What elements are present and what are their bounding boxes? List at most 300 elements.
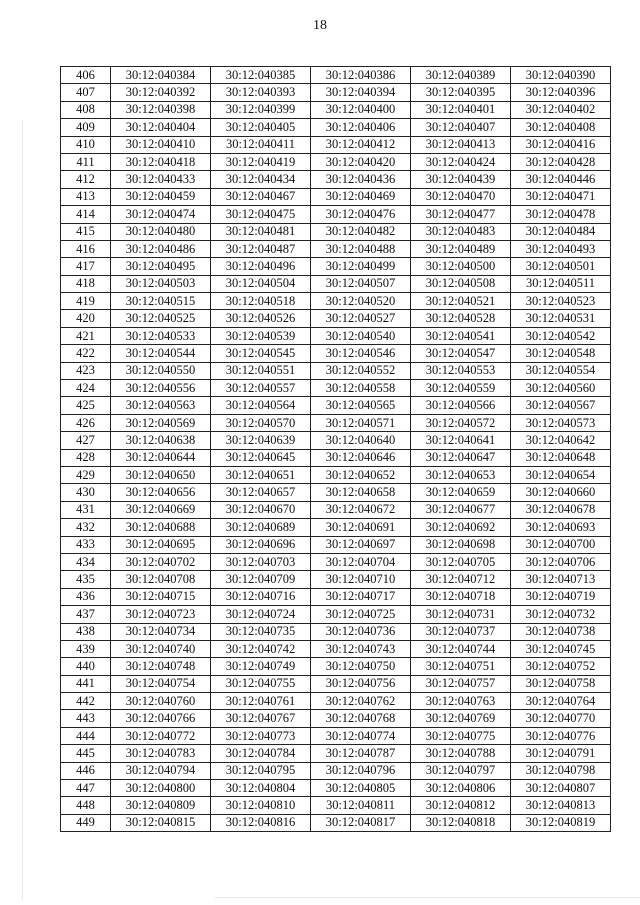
cadastral-number-cell: 30:12:040788 [411, 745, 511, 762]
cadastral-number-cell: 30:12:040547 [411, 345, 511, 362]
table-row [61, 397, 611, 414]
cadastral-number-cell: 30:12:040678 [511, 501, 611, 518]
cadastral-number-cell: 30:12:040744 [411, 640, 511, 657]
cadastral-number-cell: 30:12:040565 [311, 397, 411, 414]
cadastral-number-cell: 30:12:040810 [211, 797, 311, 814]
table-row [61, 466, 611, 483]
cadastral-number-cell: 30:12:040734 [111, 623, 211, 640]
row-number-cell: 441 [61, 675, 111, 692]
cadastral-number-cell: 30:12:040520 [311, 293, 411, 310]
cadastral-number-cell: 30:12:040751 [411, 658, 511, 675]
table-row [61, 84, 611, 101]
cadastral-number-cell: 30:12:040709 [211, 571, 311, 588]
cadastral-number-cell: 30:12:040488 [311, 240, 411, 257]
row-number-cell: 448 [61, 797, 111, 814]
table-row [61, 797, 611, 814]
cadastral-number-cell: 30:12:040748 [111, 658, 211, 675]
cadastral-number-cell: 30:12:040813 [511, 797, 611, 814]
row-number-cell: 437 [61, 606, 111, 623]
cadastral-number-cell: 30:12:040398 [111, 101, 211, 118]
table-row [61, 119, 611, 136]
cadastral-number-cell: 30:12:040809 [111, 797, 211, 814]
cadastral-number-cell: 30:12:040731 [411, 606, 511, 623]
cadastral-number-cell: 30:12:040724 [211, 606, 311, 623]
row-number-cell: 430 [61, 484, 111, 501]
cadastral-number-cell: 30:12:040559 [411, 380, 511, 397]
cadastral-number-cell: 30:12:040563 [111, 397, 211, 414]
row-number-cell: 416 [61, 240, 111, 257]
cadastral-number-cell: 30:12:040389 [411, 67, 511, 84]
cadastral-number-cell: 30:12:040652 [311, 466, 411, 483]
cadastral-number-table [60, 66, 611, 832]
cadastral-number-cell: 30:12:040669 [111, 501, 211, 518]
cadastral-number-cell: 30:12:040752 [511, 658, 611, 675]
row-number-cell: 434 [61, 553, 111, 570]
cadastral-number-cell: 30:12:040688 [111, 519, 211, 536]
cadastral-number-cell: 30:12:040428 [511, 153, 611, 170]
cadastral-number-cell: 30:12:040774 [311, 727, 411, 744]
table-row [61, 380, 611, 397]
cadastral-number-cell: 30:12:040470 [411, 188, 511, 205]
cadastral-number-cell: 30:12:040439 [411, 171, 511, 188]
table-row [61, 745, 611, 762]
cadastral-number-cell: 30:12:040476 [311, 206, 411, 223]
cadastral-number-cell: 30:12:040764 [511, 693, 611, 710]
cadastral-number-cell: 30:12:040384 [111, 67, 211, 84]
cadastral-number-cell: 30:12:040812 [411, 797, 511, 814]
cadastral-number-cell: 30:12:040818 [411, 814, 511, 831]
cadastral-number-cell: 30:12:040641 [411, 432, 511, 449]
table-row [61, 588, 611, 605]
cadastral-number-cell: 30:12:040658 [311, 484, 411, 501]
cadastral-number-cell: 30:12:040573 [511, 414, 611, 431]
cadastral-number-cell: 30:12:040392 [111, 84, 211, 101]
cadastral-number-cell: 30:12:040564 [211, 397, 311, 414]
cadastral-number-cell: 30:12:040770 [511, 710, 611, 727]
cadastral-number-cell: 30:12:040763 [411, 693, 511, 710]
cadastral-number-cell: 30:12:040659 [411, 484, 511, 501]
cadastral-number-cell: 30:12:040745 [511, 640, 611, 657]
cadastral-number-cell: 30:12:040545 [211, 345, 311, 362]
cadastral-number-cell: 30:12:040791 [511, 745, 611, 762]
cadastral-number-cell: 30:12:040638 [111, 432, 211, 449]
row-number-cell: 417 [61, 258, 111, 275]
cadastral-number-cell: 30:12:040570 [211, 414, 311, 431]
cadastral-number-cell: 30:12:040433 [111, 171, 211, 188]
cadastral-number-cell: 30:12:040775 [411, 727, 511, 744]
row-number-cell: 445 [61, 745, 111, 762]
cadastral-number-cell: 30:12:040769 [411, 710, 511, 727]
row-number-cell: 413 [61, 188, 111, 205]
cadastral-number-cell: 30:12:040787 [311, 745, 411, 762]
table-row [61, 762, 611, 779]
cadastral-number-cell: 30:12:040816 [211, 814, 311, 831]
cadastral-number-cell: 30:12:040518 [211, 293, 311, 310]
table-row [61, 67, 611, 84]
table-row [61, 362, 611, 379]
cadastral-number-cell: 30:12:040704 [311, 553, 411, 570]
cadastral-number-cell: 30:12:040807 [511, 780, 611, 797]
cadastral-number-cell: 30:12:040640 [311, 432, 411, 449]
cadastral-number-cell: 30:12:040459 [111, 188, 211, 205]
cadastral-number-cell: 30:12:040553 [411, 362, 511, 379]
cadastral-number-cell: 30:12:040806 [411, 780, 511, 797]
cadastral-number-cell: 30:12:040419 [211, 153, 311, 170]
cadastral-number-cell: 30:12:040393 [211, 84, 311, 101]
cadastral-number-cell: 30:12:040784 [211, 745, 311, 762]
row-number-cell: 439 [61, 640, 111, 657]
cadastral-number-cell: 30:12:040654 [511, 466, 611, 483]
cadastral-number-cell: 30:12:040700 [511, 536, 611, 553]
cadastral-number-cell: 30:12:040805 [311, 780, 411, 797]
cadastral-number-cell: 30:12:040525 [111, 310, 211, 327]
cadastral-number-cell: 30:12:040521 [411, 293, 511, 310]
table-row [61, 101, 611, 118]
cadastral-number-cell: 30:12:040758 [511, 675, 611, 692]
cadastral-number-cell: 30:12:040735 [211, 623, 311, 640]
table-row [61, 293, 611, 310]
row-number-cell: 436 [61, 588, 111, 605]
cadastral-number-cell: 30:12:040695 [111, 536, 211, 553]
table-row [61, 519, 611, 536]
cadastral-number-cell: 30:12:040697 [311, 536, 411, 553]
cadastral-number-cell: 30:12:040515 [111, 293, 211, 310]
row-number-cell: 427 [61, 432, 111, 449]
cadastral-number-cell: 30:12:040725 [311, 606, 411, 623]
cadastral-number-cell: 30:12:040672 [311, 501, 411, 518]
table-row [61, 223, 611, 240]
row-number-cell: 424 [61, 380, 111, 397]
table-body [61, 67, 611, 832]
row-number-cell: 412 [61, 171, 111, 188]
cadastral-number-cell: 30:12:040511 [511, 275, 611, 292]
table-row [61, 484, 611, 501]
cadastral-number-cell: 30:12:040749 [211, 658, 311, 675]
cadastral-number-cell: 30:12:040394 [311, 84, 411, 101]
cadastral-number-cell: 30:12:040544 [111, 345, 211, 362]
table-row [61, 206, 611, 223]
cadastral-number-cell: 30:12:040406 [311, 119, 411, 136]
table-row [61, 727, 611, 744]
cadastral-number-cell: 30:12:040702 [111, 553, 211, 570]
cadastral-number-cell: 30:12:040705 [411, 553, 511, 570]
cadastral-number-cell: 30:12:040487 [211, 240, 311, 257]
cadastral-number-cell: 30:12:040539 [211, 327, 311, 344]
cadastral-number-cell: 30:12:040651 [211, 466, 311, 483]
cadastral-number-cell: 30:12:040390 [511, 67, 611, 84]
cadastral-number-cell: 30:12:040401 [411, 101, 511, 118]
cadastral-number-cell: 30:12:040650 [111, 466, 211, 483]
cadastral-number-cell: 30:12:040718 [411, 588, 511, 605]
table-row [61, 275, 611, 292]
cadastral-number-cell: 30:12:040689 [211, 519, 311, 536]
table-row [61, 258, 611, 275]
cadastral-number-cell: 30:12:040508 [411, 275, 511, 292]
cadastral-number-cell: 30:12:040696 [211, 536, 311, 553]
cadastral-number-cell: 30:12:040469 [311, 188, 411, 205]
cadastral-number-cell: 30:12:040434 [211, 171, 311, 188]
cadastral-number-cell: 30:12:040766 [111, 710, 211, 727]
cadastral-number-cell: 30:12:040797 [411, 762, 511, 779]
cadastral-number-cell: 30:12:040499 [311, 258, 411, 275]
cadastral-number-cell: 30:12:040531 [511, 310, 611, 327]
table-row [61, 623, 611, 640]
cadastral-number-cell: 30:12:040550 [111, 362, 211, 379]
row-number-cell: 432 [61, 519, 111, 536]
cadastral-number-cell: 30:12:040566 [411, 397, 511, 414]
cadastral-number-cell: 30:12:040474 [111, 206, 211, 223]
cadastral-number-cell: 30:12:040653 [411, 466, 511, 483]
row-number-cell: 421 [61, 327, 111, 344]
cadastral-number-cell: 30:12:040496 [211, 258, 311, 275]
cadastral-number-cell: 30:12:040776 [511, 727, 611, 744]
cadastral-number-cell: 30:12:040713 [511, 571, 611, 588]
cadastral-number-cell: 30:12:040656 [111, 484, 211, 501]
cadastral-number-cell: 30:12:040413 [411, 136, 511, 153]
cadastral-number-cell: 30:12:040698 [411, 536, 511, 553]
cadastral-number-cell: 30:12:040507 [311, 275, 411, 292]
cadastral-number-cell: 30:12:040475 [211, 206, 311, 223]
cadastral-number-cell: 30:12:040710 [311, 571, 411, 588]
cadastral-number-cell: 30:12:040692 [411, 519, 511, 536]
cadastral-number-cell: 30:12:040757 [411, 675, 511, 692]
row-number-cell: 419 [61, 293, 111, 310]
row-number-cell: 435 [61, 571, 111, 588]
cadastral-number-cell: 30:12:040732 [511, 606, 611, 623]
cadastral-number-cell: 30:12:040399 [211, 101, 311, 118]
row-number-cell: 406 [61, 67, 111, 84]
cadastral-number-cell: 30:12:040477 [411, 206, 511, 223]
cadastral-number-cell: 30:12:040795 [211, 762, 311, 779]
cadastral-number-cell: 30:12:040767 [211, 710, 311, 727]
cadastral-number-cell: 30:12:040554 [511, 362, 611, 379]
cadastral-number-cell: 30:12:040761 [211, 693, 311, 710]
cadastral-number-cell: 30:12:040670 [211, 501, 311, 518]
row-number-cell: 408 [61, 101, 111, 118]
row-number-cell: 433 [61, 536, 111, 553]
row-number-cell: 438 [61, 623, 111, 640]
cadastral-number-cell: 30:12:040416 [511, 136, 611, 153]
cadastral-number-cell: 30:12:040386 [311, 67, 411, 84]
cadastral-number-cell: 30:12:040738 [511, 623, 611, 640]
row-number-cell: 426 [61, 414, 111, 431]
row-number-cell: 429 [61, 466, 111, 483]
row-number-cell: 407 [61, 84, 111, 101]
cadastral-number-cell: 30:12:040660 [511, 484, 611, 501]
table-row [61, 188, 611, 205]
cadastral-number-cell: 30:12:040548 [511, 345, 611, 362]
cadastral-number-cell: 30:12:040501 [511, 258, 611, 275]
cadastral-number-cell: 30:12:040528 [411, 310, 511, 327]
cadastral-number-cell: 30:12:040471 [511, 188, 611, 205]
table-row [61, 780, 611, 797]
cadastral-number-cell: 30:12:040484 [511, 223, 611, 240]
cadastral-number-cell: 30:12:040495 [111, 258, 211, 275]
cadastral-number-cell: 30:12:040542 [511, 327, 611, 344]
cadastral-number-cell: 30:12:040572 [411, 414, 511, 431]
table-row [61, 553, 611, 570]
cadastral-number-cell: 30:12:040783 [111, 745, 211, 762]
cadastral-number-cell: 30:12:040412 [311, 136, 411, 153]
cadastral-number-cell: 30:12:040396 [511, 84, 611, 101]
table-row [61, 675, 611, 692]
cadastral-number-cell: 30:12:040526 [211, 310, 311, 327]
cadastral-number-cell: 30:12:040794 [111, 762, 211, 779]
page-number: 18 [313, 18, 327, 33]
cadastral-number-cell: 30:12:040768 [311, 710, 411, 727]
table-row [61, 153, 611, 170]
row-number-cell: 422 [61, 345, 111, 362]
cadastral-number-cell: 30:12:040408 [511, 119, 611, 136]
cadastral-number-cell: 30:12:040556 [111, 380, 211, 397]
cadastral-number-cell: 30:12:040486 [111, 240, 211, 257]
cadastral-number-cell: 30:12:040740 [111, 640, 211, 657]
cadastral-number-cell: 30:12:040483 [411, 223, 511, 240]
table-row [61, 814, 611, 831]
cadastral-number-cell: 30:12:040527 [311, 310, 411, 327]
table-row [61, 432, 611, 449]
cadastral-number-cell: 30:12:040754 [111, 675, 211, 692]
cadastral-number-cell: 30:12:040742 [211, 640, 311, 657]
cadastral-number-cell: 30:12:040772 [111, 727, 211, 744]
cadastral-number-cell: 30:12:040760 [111, 693, 211, 710]
table-row [61, 640, 611, 657]
cadastral-number-cell: 30:12:040540 [311, 327, 411, 344]
cadastral-number-cell: 30:12:040424 [411, 153, 511, 170]
cadastral-number-cell: 30:12:040557 [211, 380, 311, 397]
table-row [61, 693, 611, 710]
cadastral-number-cell: 30:12:040712 [411, 571, 511, 588]
cadastral-number-cell: 30:12:040762 [311, 693, 411, 710]
row-number-cell: 447 [61, 780, 111, 797]
table-row [61, 414, 611, 431]
cadastral-number-cell: 30:12:040719 [511, 588, 611, 605]
cadastral-number-cell: 30:12:040723 [111, 606, 211, 623]
cadastral-number-cell: 30:12:040815 [111, 814, 211, 831]
table-row [61, 658, 611, 675]
cadastral-number-cell: 30:12:040569 [111, 414, 211, 431]
cadastral-number-cell: 30:12:040420 [311, 153, 411, 170]
cadastral-number-cell: 30:12:040404 [111, 119, 211, 136]
row-number-cell: 420 [61, 310, 111, 327]
cadastral-number-cell: 30:12:040395 [411, 84, 511, 101]
cadastral-number-cell: 30:12:040560 [511, 380, 611, 397]
cadastral-number-cell: 30:12:040642 [511, 432, 611, 449]
cadastral-number-cell: 30:12:040567 [511, 397, 611, 414]
cadastral-number-cell: 30:12:040481 [211, 223, 311, 240]
cadastral-number-cell: 30:12:040703 [211, 553, 311, 570]
cadastral-number-cell: 30:12:040482 [311, 223, 411, 240]
cadastral-number-cell: 30:12:040493 [511, 240, 611, 257]
cadastral-number-cell: 30:12:040736 [311, 623, 411, 640]
row-number-cell: 443 [61, 710, 111, 727]
cadastral-number-cell: 30:12:040756 [311, 675, 411, 692]
table-row [61, 571, 611, 588]
cadastral-number-cell: 30:12:040811 [311, 797, 411, 814]
row-number-cell: 444 [61, 727, 111, 744]
row-number-cell: 418 [61, 275, 111, 292]
cadastral-number-cell: 30:12:040717 [311, 588, 411, 605]
table-row [61, 449, 611, 466]
row-number-cell: 431 [61, 501, 111, 518]
cadastral-number-cell: 30:12:040541 [411, 327, 511, 344]
row-number-cell: 414 [61, 206, 111, 223]
cadastral-number-cell: 30:12:040648 [511, 449, 611, 466]
cadastral-number-cell: 30:12:040411 [211, 136, 311, 153]
cadastral-number-cell: 30:12:040500 [411, 258, 511, 275]
cadastral-number-cell: 30:12:040402 [511, 101, 611, 118]
cadastral-number-cell: 30:12:040385 [211, 67, 311, 84]
scan-edge-line [22, 120, 23, 900]
scan-edge-line [215, 897, 640, 898]
cadastral-number-cell: 30:12:040646 [311, 449, 411, 466]
cadastral-number-cell: 30:12:040407 [411, 119, 511, 136]
row-number-cell: 410 [61, 136, 111, 153]
row-number-cell: 409 [61, 119, 111, 136]
cadastral-number-cell: 30:12:040743 [311, 640, 411, 657]
cadastral-number-cell: 30:12:040715 [111, 588, 211, 605]
cadastral-number-cell: 30:12:040503 [111, 275, 211, 292]
cadastral-number-cell: 30:12:040773 [211, 727, 311, 744]
cadastral-number-cell: 30:12:040817 [311, 814, 411, 831]
cadastral-number-cell: 30:12:040446 [511, 171, 611, 188]
cadastral-number-cell: 30:12:040533 [111, 327, 211, 344]
row-number-cell: 442 [61, 693, 111, 710]
cadastral-number-cell: 30:12:040410 [111, 136, 211, 153]
row-number-cell: 449 [61, 814, 111, 831]
cadastral-number-cell: 30:12:040480 [111, 223, 211, 240]
table-row [61, 710, 611, 727]
table-row [61, 327, 611, 344]
cadastral-number-cell: 30:12:040737 [411, 623, 511, 640]
row-number-cell: 411 [61, 153, 111, 170]
cadastral-number-cell: 30:12:040647 [411, 449, 511, 466]
cadastral-number-cell: 30:12:040405 [211, 119, 311, 136]
table-row [61, 310, 611, 327]
cadastral-number-cell: 30:12:040639 [211, 432, 311, 449]
cadastral-number-cell: 30:12:040552 [311, 362, 411, 379]
row-number-cell: 423 [61, 362, 111, 379]
cadastral-number-cell: 30:12:040489 [411, 240, 511, 257]
row-number-cell: 440 [61, 658, 111, 675]
cadastral-number-cell: 30:12:040571 [311, 414, 411, 431]
table-row [61, 136, 611, 153]
cadastral-number-cell: 30:12:040706 [511, 553, 611, 570]
cadastral-number-cell: 30:12:040504 [211, 275, 311, 292]
table-row [61, 606, 611, 623]
table-row [61, 536, 611, 553]
cadastral-number-cell: 30:12:040708 [111, 571, 211, 588]
cadastral-number-cell: 30:12:040546 [311, 345, 411, 362]
cadastral-number-cell: 30:12:040716 [211, 588, 311, 605]
cadastral-number-cell: 30:12:040691 [311, 519, 411, 536]
cadastral-number-cell: 30:12:040755 [211, 675, 311, 692]
row-number-cell: 446 [61, 762, 111, 779]
table-row [61, 345, 611, 362]
cadastral-number-cell: 30:12:040677 [411, 501, 511, 518]
row-number-cell: 428 [61, 449, 111, 466]
cadastral-number-cell: 30:12:040800 [111, 780, 211, 797]
cadastral-number-cell: 30:12:040693 [511, 519, 611, 536]
table-row [61, 501, 611, 518]
table-row [61, 240, 611, 257]
cadastral-number-cell: 30:12:040644 [111, 449, 211, 466]
cadastral-number-cell: 30:12:040796 [311, 762, 411, 779]
cadastral-number-cell: 30:12:040558 [311, 380, 411, 397]
cadastral-number-cell: 30:12:040551 [211, 362, 311, 379]
cadastral-number-cell: 30:12:040645 [211, 449, 311, 466]
cadastral-number-cell: 30:12:040418 [111, 153, 211, 170]
